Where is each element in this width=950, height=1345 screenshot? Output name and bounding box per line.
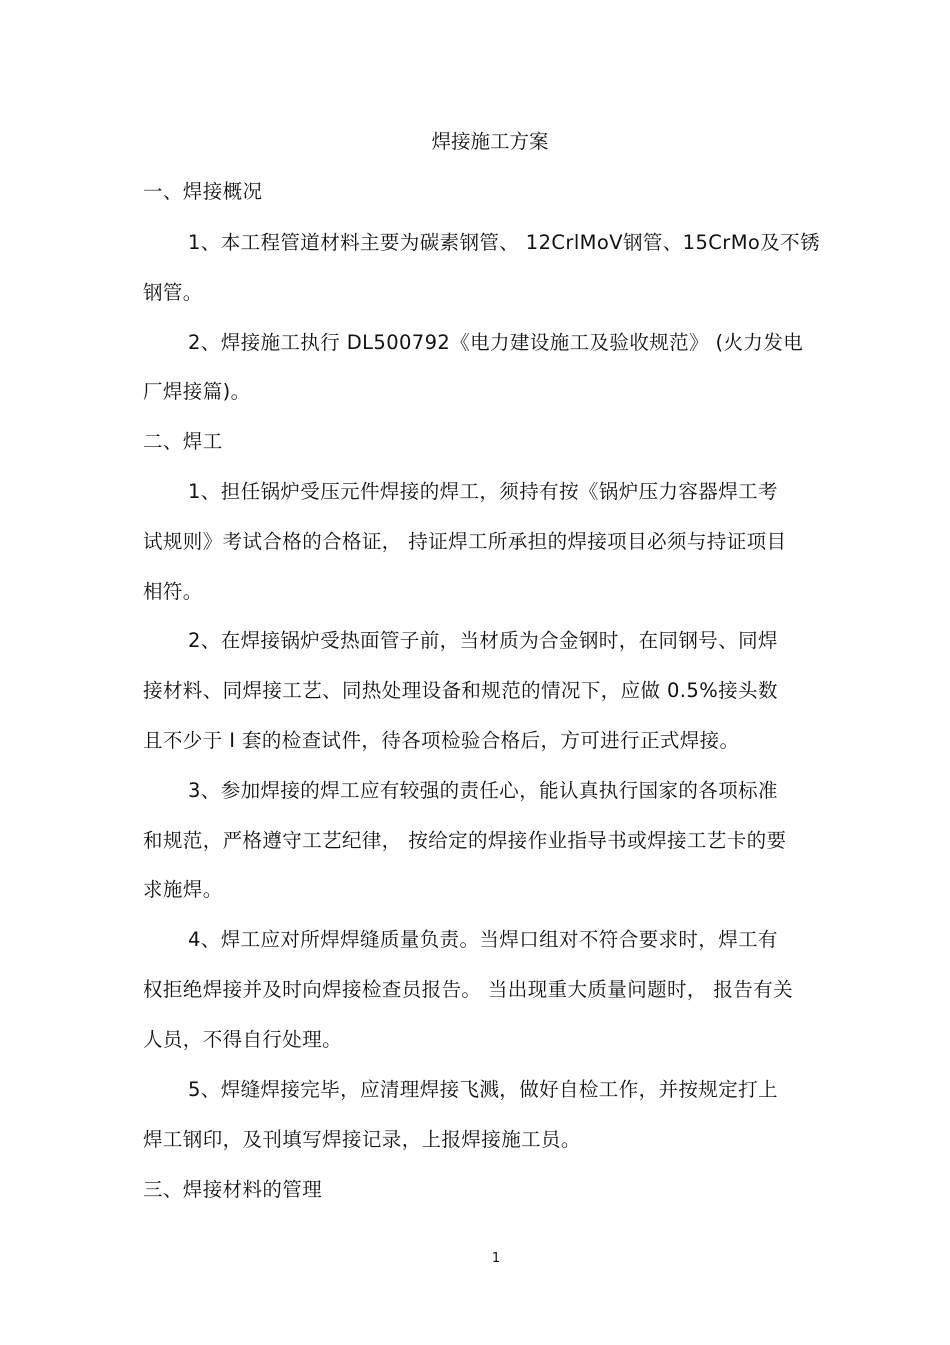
paragraph-line: 求施焊。 <box>143 878 223 901</box>
paragraph-line: 相符。 <box>143 580 203 603</box>
paragraph-line: 和规范，严格遵守工艺纪律， 按给定的焊接作业指导书或焊接工艺卡的要 <box>143 829 787 852</box>
section-heading-2: 二、焊工 <box>143 430 223 453</box>
paragraph-line: 焊工钢印，及刊填写焊接记录，上报焊接施工员。 <box>143 1128 581 1151</box>
paragraph-line: 2、焊接施工执行 DL500792《电力建设施工及验收规范》 (火力发电 <box>188 331 804 354</box>
paragraph-line: 人员，不得自行处理。 <box>143 1028 343 1051</box>
document-title: 焊接施工方案 <box>431 130 549 153</box>
paragraph-line: 试规则》考试合格的合格证， 持证焊工所承担的焊接项目必须与持证项目 <box>143 530 787 553</box>
paragraph-line: 且不少于 I 套的检查试件，待各项检验合格后，方可进行正式焊接。 <box>143 729 740 752</box>
paragraph-line: 5、焊缝焊接完毕，应清理焊接飞溅，做好自检工作，并按规定打上 <box>188 1078 778 1101</box>
paragraph-line: 3、参加焊接的焊工应有较强的责任心，能认真执行国家的各项标准 <box>188 779 778 802</box>
paragraph-line: 1、担任锅炉受压元件焊接的焊工，须持有按《锅炉压力容器焊工考 <box>188 480 778 503</box>
paragraph-line: 2、在焊接锅炉受热面管子前，当材质为合金钢时，在同钢号、同焊 <box>188 629 778 652</box>
section-heading-1: 一、焊接概况 <box>143 180 263 203</box>
paragraph-line: 接材料、同焊接工艺、同热处理设备和规范的情况下，应做 0.5%接头数 <box>143 679 778 702</box>
paragraph-line: 1、本工程管道材料主要为碳素钢管、 12CrlMoV钢管、15CrMo及不锈 <box>188 231 820 254</box>
paragraph-line: 权拒绝焊接并及时向焊接检查员报告。 当出现重大质量问题时， 报告有关 <box>143 978 793 1001</box>
paragraph-line: 4、焊工应对所焊焊缝质量负责。当焊口组对不符合要求时，焊工有 <box>188 928 778 951</box>
section-heading-3: 三、焊接材料的管理 <box>143 1178 323 1201</box>
paragraph-line: 厂焊接篇)。 <box>143 380 251 403</box>
page-number: 1 <box>491 1251 501 1266</box>
paragraph-line: 钢管。 <box>143 281 203 304</box>
